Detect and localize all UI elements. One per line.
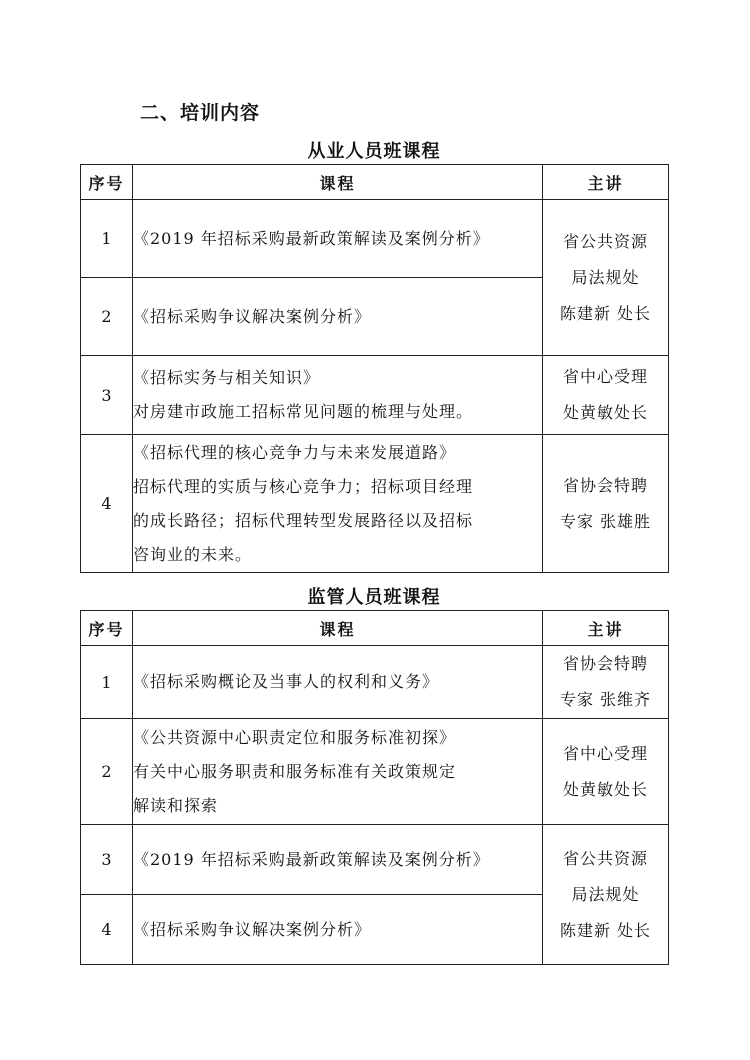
lecturer-cell: [543, 646, 669, 719]
row-num: 2: [81, 719, 133, 825]
lecturer-line: 省公共资源: [562, 848, 648, 868]
row-num: 2: [81, 278, 133, 356]
course-cell: [133, 646, 543, 719]
lecturer-line: 专家 张维齐: [559, 690, 652, 709]
course-line: 对房建市政施工招标常见问题的梳理与处理。: [133, 402, 474, 421]
course-line: 《招标代理的核心竞争力与未来发展道路》: [133, 442, 457, 462]
lecturer-cell: [543, 719, 669, 825]
course-cell: [133, 719, 543, 825]
table-row: [81, 200, 669, 278]
lecturer-line: 省公共资源: [562, 231, 648, 251]
course-cell: [133, 895, 543, 965]
lecturer-cell: [543, 200, 669, 356]
table-row: [81, 356, 669, 435]
row-num: 3: [81, 356, 133, 435]
table-row: [81, 825, 669, 895]
header-course: 课程: [133, 611, 543, 646]
lecturer-line: 局法规处: [571, 267, 640, 287]
course-cell: [133, 200, 543, 278]
course-line: 《招标实务与相关知识》: [133, 368, 321, 387]
course-line: 《2019 年招标采购最新政策解读及案例分析》: [133, 228, 490, 248]
header-lecturer: 主讲: [543, 611, 669, 646]
table-row: [81, 435, 669, 573]
header-num: 序号: [81, 611, 133, 646]
row-num: 4: [81, 435, 133, 573]
course-line: 《招标采购争议解决案例分析》: [133, 306, 372, 326]
lecturer-cell: [543, 435, 669, 573]
lecturer-line: 省协会特聘: [562, 475, 648, 495]
course-cell: [133, 278, 543, 356]
table-header-row: [81, 165, 669, 200]
lecturer-line: 处黄敏处长: [562, 403, 648, 422]
course-cell: [133, 435, 543, 573]
header-course: 课程: [133, 165, 543, 200]
lecturer-cell: [543, 825, 669, 965]
header-num: 序号: [81, 165, 133, 200]
row-num: 4: [81, 895, 133, 965]
course-line: 解读和探索: [133, 795, 219, 815]
lecturer-line: 局法规处: [571, 884, 640, 904]
lecturer-line: 省中心受理: [562, 367, 648, 386]
table-row: [81, 719, 669, 825]
course-line: 的成长路径；招标代理转型发展路径以及招标: [133, 510, 474, 530]
course-line: 招标代理的实质与核心竞争力；招标项目经理: [133, 476, 474, 496]
course-line: 《招标采购争议解决案例分析》: [133, 919, 372, 939]
lecturer-line: 省协会特聘: [562, 654, 648, 673]
table2-title: 监管人员班课程: [307, 587, 441, 608]
course-line: 《招标采购概论及当事人的权利和义务》: [133, 672, 440, 691]
section-heading: 二、培训内容: [140, 102, 261, 124]
course-cell: [133, 356, 543, 435]
practitioner-course-table: [80, 164, 669, 573]
row-num: 1: [81, 200, 133, 278]
supervisor-course-table: [80, 610, 669, 965]
course-line: 《公共资源中心职责定位和服务标准初探》: [133, 727, 457, 747]
lecturer-line: 专家 张雄胜: [559, 511, 652, 531]
row-num: 3: [81, 825, 133, 895]
table-row: [81, 646, 669, 719]
row-num: 1: [81, 646, 133, 719]
lecturer-line: 省中心受理: [562, 743, 648, 763]
course-line: 咨询业的未来。: [133, 544, 253, 564]
lecturer-line: 陈建新 处长: [559, 303, 652, 323]
course-cell: [133, 825, 543, 895]
lecturer-line: 处黄敏处长: [562, 779, 648, 799]
course-line: 有关中心服务职责和服务标准有关政策规定: [133, 761, 457, 781]
table1-title: 从业人员班课程: [307, 141, 441, 162]
table-header-row: [81, 611, 669, 646]
lecturer-line: 陈建新 处长: [559, 920, 652, 940]
course-line: 《2019 年招标采购最新政策解读及案例分析》: [133, 849, 490, 869]
header-lecturer: 主讲: [543, 165, 669, 200]
lecturer-cell: [543, 356, 669, 435]
